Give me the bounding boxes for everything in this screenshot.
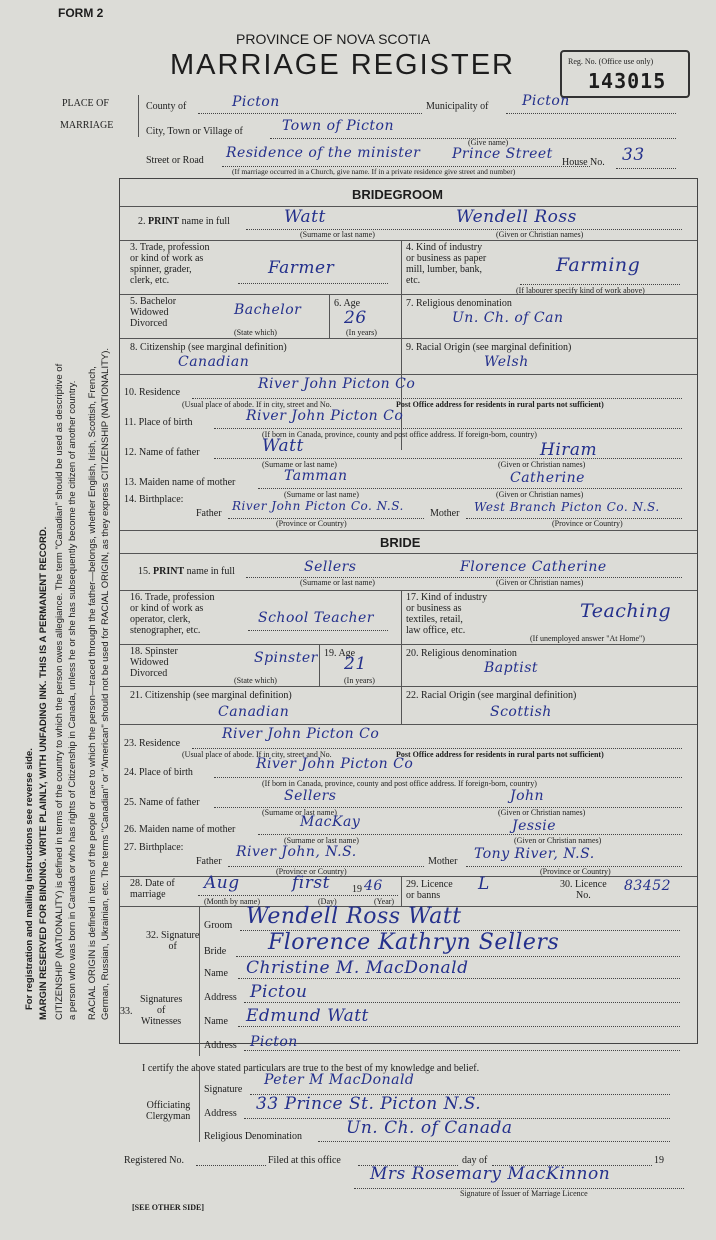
clergy-signature-label: Signature [204,1084,243,1095]
bride-religion-label: 20. Religious denomination [406,648,517,659]
groom-father-surname: Watt [262,436,304,456]
bride-birth-caption: (If born in Canada, province, county and post office address. If foreign-born, country) [262,779,537,788]
bride-mother-birthplace: Tony River, N.S. [474,846,595,862]
given-caption-5: (Given or Christian names) [514,836,602,845]
reg-no-label: Reg. No. (Office use only) [568,57,654,66]
issuer-signature: Mrs Rosemary MacKinnon [370,1164,611,1184]
signature-of-label: 32. Signature of [146,930,200,952]
bride-mother-given: Jessie [512,818,557,834]
prov-caption-3: (Province or Country) [276,867,347,876]
bride-residence-value: River John Picton Co [222,726,380,742]
bride-industry-value: Teaching [580,600,672,622]
bride-given-names: Florence Catherine [460,559,607,575]
bride-signature-label: Bride [204,946,227,957]
bride-father-birthplace: River John, N.S. [236,844,357,860]
marriage-label: MARRIAGE [60,120,114,131]
county-label: County of [146,101,187,112]
groom-signature: Wendell Ross Watt [246,904,462,929]
groom-mother-label: 13. Maiden name of mother [124,477,236,488]
margin-citizenship-def-2: a person who was born in Canada or who has rights of Citizenship in Canada, unless he or she has subsequently become the citizen of another country. [67,380,78,1020]
margin-binding-note: MARGIN RESERVED FOR BINDING. WRITE PLAINLY, WITH UNFADING INK. THIS IS A PERMANENT RECORD. [38,526,49,1020]
groom-industry-label: 4. Kind of industry or business as paper mill, lumber, bank, etc. [406,242,487,286]
give-name-caption: (Give name) [468,138,509,147]
groom-residence-label: 10. Residence [124,387,181,398]
licence-no-label: 30. Licence No. [560,879,607,901]
bride-residence-label: 23. Residence [124,738,181,749]
bride-status-value: Spinster [254,650,318,666]
surname-caption-4: (Surname or last name) [262,808,337,817]
item-33: 33. [120,1006,133,1017]
groom-residence-caption-a: (Usual place of abode. If in city, street and No. [182,400,332,409]
witness1-address-label: Address [204,992,237,1003]
bride-father-label: 25. Name of father [124,797,200,808]
place-of-label: PLACE OF [62,98,109,109]
marriage-month: Aug [204,873,240,893]
bride-father-given: John [510,788,545,804]
clergy-denomination-label: Religious Denomination [204,1131,303,1142]
groom-trade-value: Farmer [268,258,335,278]
city-label: City, Town or Village of [146,126,243,137]
municipality-label: Municipality of [426,101,489,112]
see-other-side: [SEE OTHER SIDE] [132,1203,205,1212]
groom-birth-label: 11. Place of birth [124,417,193,428]
bride-signature: Florence Kathryn Sellers [268,930,560,955]
bride-citizenship-value: Canadian [218,704,290,720]
bride-trade-value: School Teacher [258,610,374,626]
groom-father-birth-label: Father [196,508,222,519]
bride-father-birth-label: Father [196,856,222,867]
filed-label: Filed at this office [268,1155,341,1166]
bride-birth-value: River John Picton Co [256,756,414,772]
clergy-address: 33 Prince St. Picton N.S. [256,1094,482,1114]
bride-name-label: 15. PRINT name in full [138,566,235,577]
witness1-name-label: Name [204,968,228,979]
marriage-year: 46 [364,878,383,894]
groom-age-value: 26 [344,308,367,328]
prov-caption-1: (Province or Country) [276,519,347,528]
groom-age-label: 6. Age [334,298,361,309]
groom-mother-surname: Tamman [284,468,348,484]
bride-age-caption: (In years) [344,676,375,685]
registered-no-label: Registered No. [124,1155,184,1166]
groom-birth-caption: (If born in Canada, province, county and post office address. If foreign-born, country) [262,430,537,439]
bride-citizenship-label: 21. Citizenship (see marginal definition) [130,690,292,701]
licence-or-banns-value: L [478,874,490,894]
bride-age-value: 21 [344,654,367,674]
groom-mother-birthplace: West Branch Picton Co. N.S. [474,500,660,514]
marriage-day: first [292,873,330,893]
groom-racial-value: Welsh [484,354,529,370]
issuer-caption: Signature of Issuer of Marriage Licence [460,1189,588,1198]
groom-trade-label: 3. Trade, profession or kind of work as spinner, grader, clerk, etc. [130,242,210,286]
place-note: (If marriage occurred in a Church, give name. If in a private residence give street and number) [232,167,516,176]
licence-banns-label: 29. Licence or banns [406,879,453,901]
groom-father-birthplace: River John Picton Co. N.S. [232,499,404,513]
bride-trade-label: 16. Trade, profession or kind of work as operator, clerk, stenographer, etc. [130,592,215,636]
margin-racial-def-2: German, Russian, Ukrainian, etc. The terms "Canadian" or "American" should not be used for RACIAL ORIGIN, as they express CITIZENSHIP (NATIONALITY). [100,347,111,1020]
groom-father-given: Hiram [540,440,598,460]
witness2-name: Edmund Watt [246,1006,369,1026]
bride-status-label: 18. Spinster Widowed Divorced [130,646,178,679]
year-caption: (Year) [374,897,395,906]
groom-surname: Watt [284,207,326,227]
groom-religion-value: Un. Ch. of Can [452,310,564,326]
day-caption: (Day) [318,897,337,906]
prov-caption-2: (Province or Country) [552,519,623,528]
groom-father-label: 12. Name of father [124,447,200,458]
municipality-value: Picton [522,93,570,109]
groom-citizenship-value: Canadian [178,354,250,370]
groom-mother-given: Catherine [510,470,585,486]
certification-text: I certify the above stated particulars are true to the best of my knowledge and belief. [142,1063,480,1074]
bride-mother-surname: MacKay [300,814,361,830]
bride-heading: BRIDE [380,535,421,550]
witness1-address: Pictou [250,982,308,1002]
year-19-label: 19 [654,1155,664,1166]
bride-age-label: 19. Age [324,648,356,659]
groom-age-caption: (In years) [346,328,377,337]
witness1-name: Christine M. MacDonald [246,958,469,978]
clergy-signature: Peter M MacDonald [264,1072,415,1088]
surname-caption-2: (Surname or last name) [262,460,337,469]
groom-citizenship-label: 8. Citizenship (see marginal definition) [130,342,287,353]
groom-birthplace-label: 14. Birthplace: [124,494,184,505]
bride-religion-value: Baptist [484,660,539,676]
bride-status-caption: (State which) [234,676,277,685]
reg-no-value: 143015 [588,69,667,93]
bride-surname-caption: (Surname or last name) [300,578,375,587]
margin-citizenship-def-1: CITIZENSHIP (NATIONALITY) is defined in terms of the country to which the person owes allegiance. The term "Canadian" should be used as descriptive of [54,363,65,1020]
bride-racial-value: Scottish [490,704,552,720]
street-label: Street or Road [146,155,204,166]
groom-status-label: 5. Bachelor Widowed Divorced [130,296,177,329]
bridegroom-heading: BRIDEGROOM [352,187,443,202]
surname-caption-3: (Surname or last name) [284,490,359,499]
bride-mother-label: 26. Maiden name of mother [124,824,236,835]
street-value: Residence of the minister [226,145,421,161]
bride-birthplace-label: 27. Birthplace: [124,842,184,853]
witnesses-label: Signatures of Witnesses [140,994,183,1027]
groom-status-value: Bachelor [234,302,302,318]
reg-no-box [560,50,690,98]
bride-birth-label: 24. Place of birth [124,767,193,778]
given-caption-3: (Given or Christian names) [496,490,584,499]
bride-father-surname: Sellers [284,788,337,804]
day-of-label: day of [462,1155,488,1166]
clergy-denomination: Un. Ch. of Canada [346,1118,513,1138]
county-value: Picton [232,94,280,110]
groom-religion-label: 7. Religious denomination [406,298,512,309]
witness2-address: Picton [250,1034,298,1050]
groom-industry-caption: (If labourer specify kind of work above) [516,286,645,295]
marriage-date-label: 28. Date of marriage [130,878,175,900]
street-name-value: Prince Street [452,146,553,162]
house-no-value: 33 [622,145,645,165]
groom-industry-value: Farming [556,254,641,276]
groom-surname-caption: (Surname or last name) [300,230,375,239]
form-number: FORM 2 [58,6,104,20]
bride-residence-caption-b: Post Office address for residents in rural parts not sufficient) [396,750,604,759]
groom-signature-label: Groom [204,920,233,931]
given-caption-2: (Given or Christian names) [498,460,586,469]
groom-birth-value: River John Picton Co [246,408,404,424]
prov-caption-4: (Province or Country) [540,867,611,876]
groom-mother-birth-label: Mother [430,508,460,519]
groom-residence-value: River John Picton Co [258,376,416,392]
bride-industry-label: 17. Kind of industry or business as textiles, retail, law office, etc. [406,592,488,636]
document-title: MARRIAGE REGISTER [170,49,515,81]
groom-racial-label: 9. Racial Origin (see marginal definition) [406,342,572,353]
month-caption: (Month by name) [204,897,260,906]
margin-racial-def-1: RACIAL ORIGIN is defined in terms of the people or race to which the person—traced through the father—belongs, whether English, Irish, Scottish, French, [87,366,98,1020]
groom-given-names: Wendell Ross [456,207,577,227]
bride-given-caption: (Given or Christian names) [496,578,584,587]
clergy-address-label: Address [204,1108,237,1119]
margin-instructions: For registration and mailing instructions see reverse side. [24,748,35,1010]
groom-status-caption: (State which) [234,328,277,337]
witness2-name-label: Name [204,1016,228,1027]
surname-caption-5: (Surname or last name) [284,836,359,845]
city-value: Town of Picton [282,118,394,134]
witness2-address-label: Address [204,1040,237,1051]
given-caption-4: (Given or Christian names) [498,808,586,817]
bride-racial-label: 22. Racial Origin (see marginal definition) [406,690,577,701]
groom-name-label: 2. PRINT name in full [138,216,230,227]
officiating-clergyman-label: Officiating Clergyman [146,1100,191,1122]
house-no-label: House No. [562,157,605,168]
groom-given-caption: (Given or Christian names) [496,230,584,239]
bride-surname: Sellers [304,559,357,575]
province-title: PROVINCE OF NOVA SCOTIA [236,31,431,47]
bride-mother-birth-label: Mother [428,856,458,867]
licence-no-value: 83452 [624,878,672,894]
year-prefix: 19 [352,884,362,895]
groom-residence-caption-b: Post Office address for residents in rural parts not sufficient) [396,400,604,409]
bride-industry-caption: (If unemployed answer "At Home") [530,634,645,643]
bride-residence-caption-a: (Usual place of abode. If in city, street and No. [182,750,332,759]
